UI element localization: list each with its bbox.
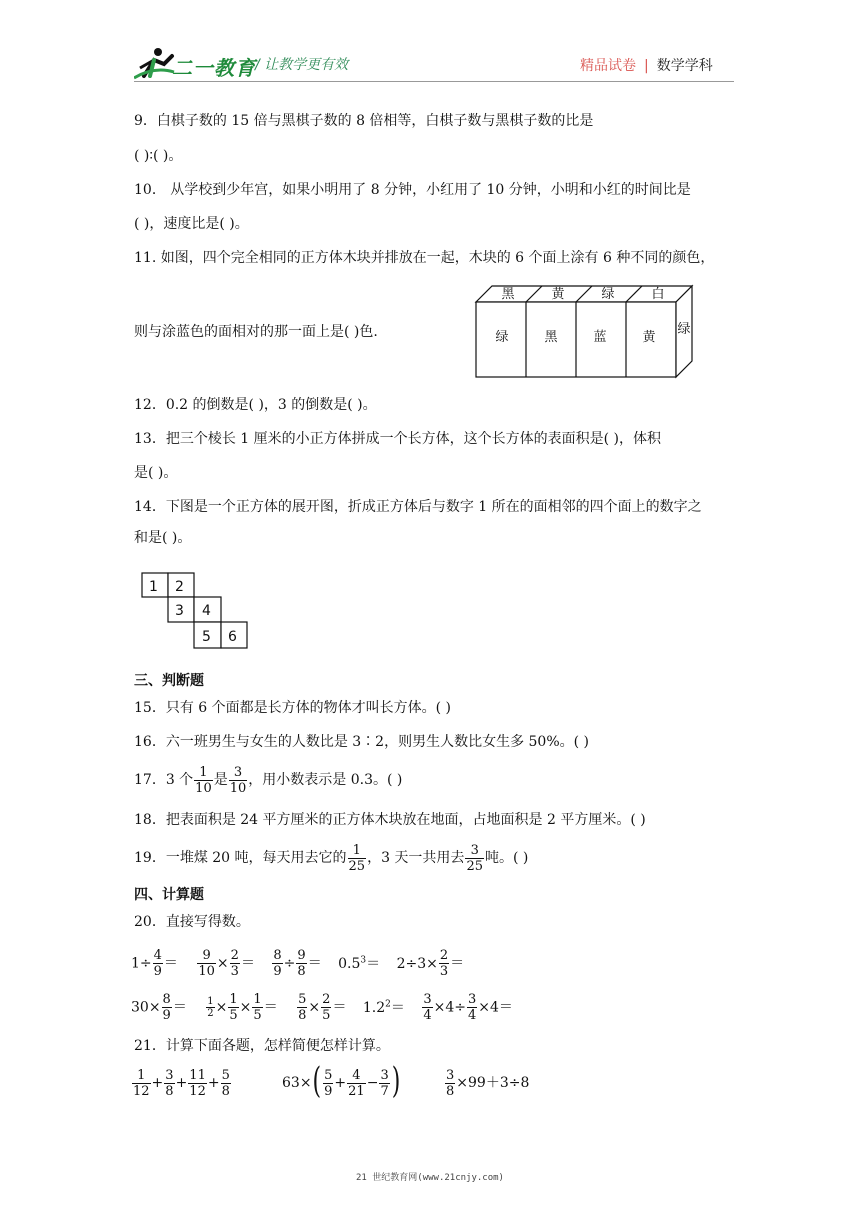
header-divider: | [644, 58, 649, 74]
q15-line: 15．只有 6 个面都是长方体的物体才叫长方体。( ) [134, 700, 451, 716]
q21-expr3: $\frac{3}{8}$ ×99＋3÷8 [446, 1067, 530, 1099]
q18-line: 18．把表面积是 24 平方厘米的正方体木块放在地面，占地面积是 2 平方厘米。( ) [134, 812, 646, 828]
page-footer: 21 世纪教育网(www.21cnjy.com) [356, 1173, 504, 1183]
q20-row1: 1÷ $\frac{4}{9}$ ＝ $\frac{9}{10}$ × $\frac{2}{3}$ ＝ $\frac{8}{9}$ ÷ $\frac{9}{8}$ ＝ $0.5^3= 2\div 3\times$ $\frac{2}{3}$ ＝ [131, 948, 465, 980]
q21-title: 21．计算下面各题，怎样简便怎样计算。 [134, 1038, 390, 1054]
q13-line2: 是( )。 [134, 465, 178, 481]
cube-front-3: 蓝 [593, 330, 607, 345]
net-cell-1: 1 [149, 579, 158, 595]
header-label-right: 数学学科 [656, 58, 713, 74]
q11-line2: 则与涂蓝色的面相对的那一面上是( )色. [134, 324, 378, 340]
net-cell-2: 2 [175, 579, 184, 595]
cube-front-2: 黑 [544, 330, 558, 345]
q17-frac2: $\frac{3}{10}$ [229, 764, 247, 796]
q19-line: 19．一堆煤 20 吨，每天用去它的 $\frac{1}{25}$ ，3 天一共用去 $\frac{3}{25}$ 吨。( ) [134, 842, 529, 874]
cube-top-2: 黄 [551, 287, 565, 302]
net-cell-4: 4 [202, 603, 211, 619]
header-right [580, 55, 713, 75]
net-cell-6: 6 [228, 629, 237, 645]
q10-line1: 10． 从学校到少年宫，如果小明用了 8 分钟，小红用了 10 分钟，小明和小红的时间比是 [134, 182, 691, 198]
cube-front-1: 绿 [495, 330, 509, 345]
cube-front-4: 黄 [642, 330, 656, 345]
cube-top-1: 黑 [501, 287, 515, 302]
net-cell-3: 3 [175, 603, 184, 619]
q20-row2: 30× $\frac{8}{9}$ ＝ $\frac{1}{2}$ × $\frac{1}{5}$ × $\frac{1}{5}$ ＝ $\frac{5}{8}$ × $\frac{2}{5}$ ＝ $1.2^2=$ $\frac{3}{4}$ ×4÷ $\frac{3}{4}$ ×4＝ [131, 992, 513, 1024]
q14-line2: 和是( )。 [134, 530, 192, 546]
q12-line1: 12．0.2 的倒数是( )，3 的倒数是( )。 [134, 397, 377, 413]
cube-side: 绿 [677, 322, 691, 337]
header-label-left: 精品试卷 [580, 58, 636, 74]
cube-top-3: 绿 [601, 287, 615, 302]
q10-line2: ( )，速度比是( )。 [134, 216, 249, 232]
cube-row-figure [474, 280, 699, 380]
q9-line1: 9．白棋子数的 15 倍与黑棋子数的 8 倍相等，白棋子数与黑棋子数的比是 [134, 113, 594, 129]
q21-expr2: 63×( $\frac{5}{9}$ + $\frac{4}{21}$ − $\frac{3}{7}$ ) [282, 1062, 401, 1103]
q17-frac1: $\frac{1}{10}$ [195, 764, 212, 796]
brand-slogan: / 让教学更有效 [255, 57, 349, 73]
section-4-heading: 四、计算题 [134, 887, 204, 903]
net-cell-5: 5 [202, 629, 211, 645]
q11-line1: 11. 如图，四个完全相同的正方体木块并排放在一起，木块的 6 个面上涂有 6 种不同的颜色， [134, 250, 715, 266]
cube-net-figure [141, 572, 251, 652]
header-rule [134, 81, 734, 82]
q19-frac2: $\frac{3}{25}$ [466, 842, 483, 874]
brand-name: 二一教育 [172, 56, 256, 80]
section-3-heading: 三、判断题 [134, 673, 204, 689]
q21-expr1: $\frac{1}{12}$ + $\frac{3}{8}$ + $\frac{11}{12}$ + $\frac{5}{8}$ [133, 1067, 230, 1099]
q9-line2: ( )∶( )。 [134, 148, 183, 164]
q13-line1: 13．把三个棱长 1 厘米的小正方体拼成一个长方体，这个长方体的表面积是( )，体积 [134, 431, 661, 447]
q16-line: 16．六一班男生与女生的人数比是 3∶2，则男生人数比女生多 50%。( ) [134, 734, 590, 750]
q14-line1: 14．下图是一个正方体的展开图，折成正方体后与数字 1 所在的面相邻的四个面上的数字之 [134, 499, 702, 515]
q17-line: 17．3 个 $\frac{1}{10}$ 是 $\frac{3}{10}$ ，用小数表示是 0.3。( ) [134, 764, 403, 796]
q20-title: 20．直接写得数。 [134, 914, 250, 930]
q19-frac1: $\frac{1}{25}$ [348, 842, 366, 874]
cube-top-4: 白 [651, 287, 665, 302]
